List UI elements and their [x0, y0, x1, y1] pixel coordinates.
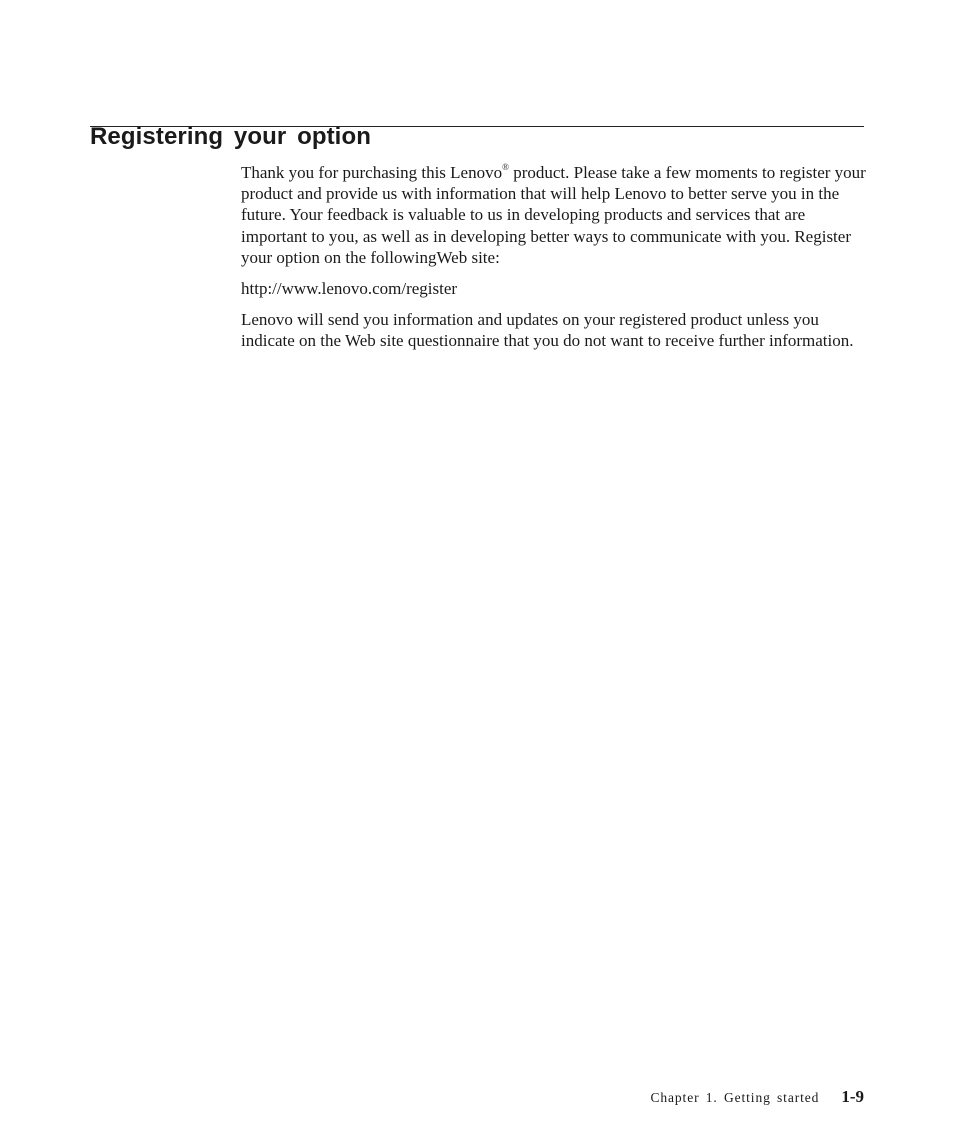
registration-url: http://www.lenovo.com/register: [241, 279, 458, 299]
intro-text-start: Thank you for purchasing this Lenovo: [241, 163, 503, 182]
closing-paragraph: Lenovo will send you information and updates on your registered product unless you indicate on the Web site questionnaire that you do not want to receive further information.: [241, 310, 854, 351]
section-heading: Registering your option: [90, 123, 371, 150]
section-body: [241, 162, 866, 352]
footer-chapter-title: Chapter 1. Getting started: [650, 1090, 820, 1105]
intro-text-end: product. Please take a few moments to register your product and provide us with information that will help Lenovo to better serve you in the future. Your feedback is valuable to us in developing products and services that are important to you, as well as in developing better ways to communicate with you. Register your option on the followingWeb site:: [241, 163, 866, 267]
page-footer: [650, 1087, 864, 1107]
registered-trademark-mark: ®: [502, 162, 509, 173]
intro-paragraph: [241, 162, 866, 268]
footer-page-number: 1-9: [841, 1087, 864, 1106]
